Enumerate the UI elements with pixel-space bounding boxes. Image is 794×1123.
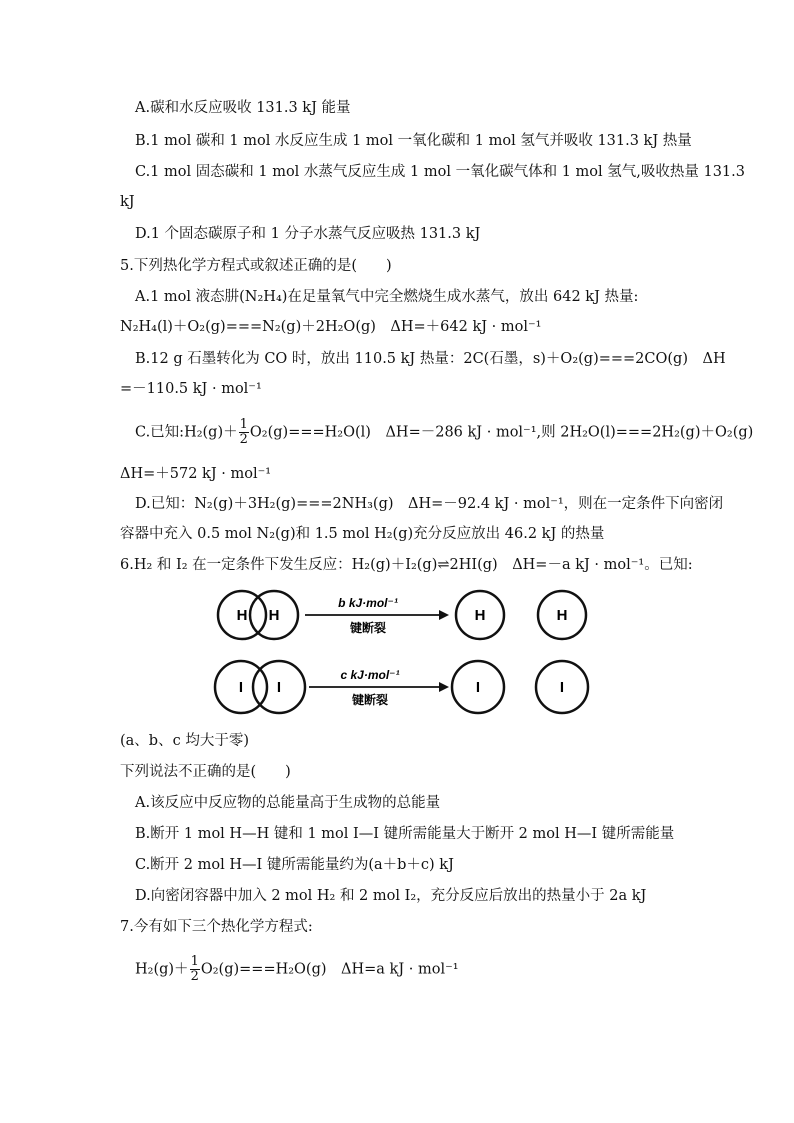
q4-option-c-line2: kJ [120, 194, 135, 210]
q6-option-c: C.断开 2 mol H—I 键所需能量约为(a＋b＋c) kJ [135, 857, 454, 873]
q5-stem: 5.下列热化学方程式或叙述正确的是( ) [120, 258, 392, 274]
q5-option-c-prefix: C.已知:H₂(g)＋ [135, 424, 238, 441]
i-atom-free-label-2: I [559, 679, 565, 696]
h-atom-label-2: H [268, 607, 280, 624]
q7-stem: 7.今有如下三个热化学方程式: [120, 919, 313, 935]
q6-ask: 下列说法不正确的是( ) [120, 764, 291, 780]
q7-equation-prefix: H₂(g)＋ [135, 961, 189, 978]
q6-option-a: A.该反应中反应物的总能量高于生成物的总能量 [135, 795, 441, 811]
q4-option-d: D.1 个固态碳原子和 1 分子水蒸气反应吸热 131.3 kJ [135, 226, 481, 242]
h-atom-free-label-1: H [474, 607, 486, 624]
q5-option-b-line1: B.12 g 石墨转化为 CO 时，放出 110.5 kJ 热量：2C(石墨，s)＋O₂(g)===2CO(g) ΔH [135, 351, 726, 367]
q5-option-a-equation: N₂H₄(l)＋O₂(g)===N₂(g)＋2H₂O(g) ΔH=＋642 kJ · mol⁻¹ [120, 319, 542, 335]
q7-equation-1 [135, 955, 459, 984]
q6-option-d: D.向密闭容器中加入 2 mol H₂ 和 2 mol I₂，充分反应后放出的热量小于 2a kJ [135, 888, 647, 904]
h-atom-free-label-2: H [556, 607, 568, 624]
q6-note: (a、b、c 均大于零) [120, 733, 249, 749]
q6-option-b: B.断开 1 mol H—H 键和 1 mol I—I 键所需能量大于断开 2 mol H—I 键所需能量 [135, 826, 675, 842]
arrow-head-icon [439, 610, 449, 620]
i2-break-label: 键断裂 [351, 693, 389, 707]
fraction-numerator: 1 [190, 954, 199, 969]
q5-option-c-line1 [135, 418, 753, 447]
q5-option-d-line1: D.已知：N₂(g)＋3H₂(g)===2NH₃(g) ΔH=－92.4 kJ · mol⁻¹，则在一定条件下向密闭 [135, 496, 724, 512]
h-atom-label-1: H [236, 607, 248, 624]
h2-break-label: 键断裂 [349, 621, 387, 635]
i-atom-free-label-1: I [475, 679, 481, 696]
q4-option-a: A.碳和水反应吸收 131.3 kJ 能量 [135, 100, 351, 116]
i-atom-label-1: I [238, 679, 244, 696]
fraction-denominator: 2 [239, 432, 248, 447]
bond-breaking-diagram [205, 585, 595, 725]
fraction-one-half [239, 418, 249, 447]
q5-option-b-line2: =－110.5 kJ · mol⁻¹ [120, 381, 262, 397]
fraction-one-half [190, 955, 200, 984]
h2-molecule [218, 591, 298, 639]
arrow-head-icon [439, 682, 449, 692]
fraction-denominator: 2 [190, 969, 199, 984]
q5-option-a-line1: A.1 mol 液态肼(N₂H₄)在足量氧气中完全燃烧生成水蒸气，放出 642 kJ 热量: [135, 289, 639, 305]
q4-option-b: B.1 mol 碳和 1 mol 水反应生成 1 mol 一氧化碳和 1 mol 氢气并吸收 131.3 kJ 热量 [135, 133, 692, 149]
h2-bond-energy: b kJ·mol⁻¹ [338, 596, 398, 610]
i2-bond-energy: c kJ·mol⁻¹ [340, 668, 400, 682]
q6-stem: 6.H₂ 和 I₂ 在一定条件下发生反应：H₂(g)＋I₂(g)⇌2HI(g) ΔH=－a kJ · mol⁻¹。已知: [120, 557, 693, 573]
q5-option-d-line2: 容器中充入 0.5 mol N₂(g)和 1.5 mol H₂(g)充分反应放出 46.2 kJ 的热量 [120, 526, 605, 542]
q4-option-c-line1: C.1 mol 固态碳和 1 mol 水蒸气反应生成 1 mol 一氧化碳气体和 1 mol 氢气,吸收热量 131.3 [135, 164, 745, 180]
i2-molecule [215, 661, 305, 713]
q5-option-c-suffix: O₂(g)===H₂O(l) ΔH=－286 kJ · mol⁻¹,则 2H₂O(l)===2H₂(g)＋O₂(g) [249, 424, 754, 441]
q5-option-c-line2: ΔH=＋572 kJ · mol⁻¹ [120, 466, 272, 482]
i-atom-label-2: I [276, 679, 282, 696]
q7-equation-suffix: O₂(g)===H₂O(g) ΔH=a kJ · mol⁻¹ [200, 961, 459, 978]
fraction-numerator: 1 [239, 417, 248, 432]
